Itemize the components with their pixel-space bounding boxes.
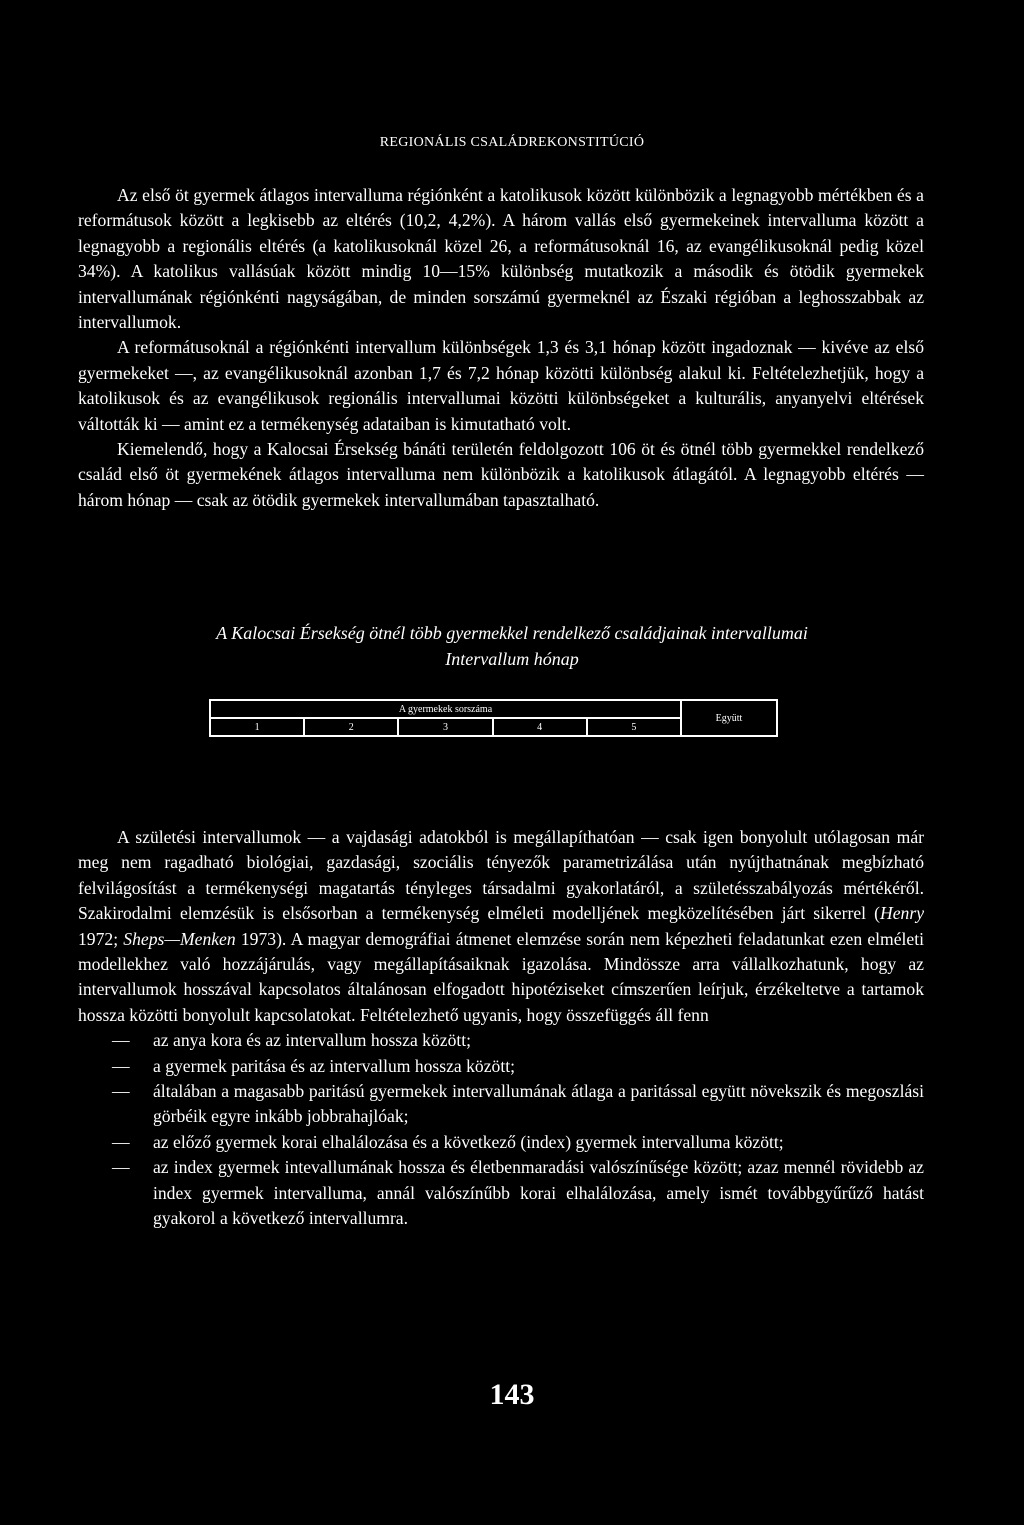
- list-dash: —: [112, 1157, 130, 1178]
- hypothesis-list: [78, 1028, 924, 1231]
- table-col-header: 1: [210, 718, 304, 736]
- paragraph: [78, 825, 924, 1028]
- list-item-text: a gyermek paritása és az intervallum hossza között;: [153, 1055, 516, 1076]
- list-item: [78, 1054, 924, 1079]
- list-dash: —: [112, 1131, 130, 1152]
- citation-year: 1972;: [78, 928, 124, 949]
- list-dash: —: [112, 1055, 130, 1076]
- list-item: [78, 1130, 924, 1155]
- interval-table: [209, 699, 778, 737]
- table-group-header: A gyermekek sorszáma: [210, 700, 681, 718]
- table-caption: A Kalocsai Érsekség ötnél több gyermekkel rendelkező családjainak intervallumai: [216, 623, 808, 643]
- body-text-bottom: [78, 825, 924, 1232]
- paragraph: Az első öt gyermek átlagos intervalluma régiónként a katolikusok között különbözik a legnagyobb mértékben és a reformátusok között a legkisebb az eltérés (10,2, 4,2%). A három vallás első gyermekeinek intervalluma között a legnagyobb a regionális eltérés (a katolikusoknál közel 26, a reformátusoknál 16, az evangélikusoknál pedig közel 34%). A katolikus vallásúak között mindig 10—15% különbség mutatkozik a második és ötödik gyermekek intervallumának régiónkénti nagyságában, de minden sorszámú gyermeknél az Északi régióban a leghosszabbak az intervallumok.: [78, 185, 924, 333]
- table-header-together: Együtt: [681, 700, 777, 736]
- list-item: [78, 1079, 924, 1130]
- paragraph-text: 1973). A magyar demográfiai átmenet elemzése során nem képezheti feladatunkat ezen elméleti modellekhez való hozzájárulás, vagy megállapításaiknak igazolása. Mindössze arra vállalkozhatunk, hogy az intervallumok hosszával kapcsolatos általánosan elfogadott hipotéziseket címszerűen leírjuk, érzékeltetve a tartamok hossza közötti bonyolult kapcsolatokat. Feltételezhető ugyanis, hogy összefüggés áll fenn: [78, 928, 924, 1025]
- list-item-text: általában a magasabb paritású gyermekek intervallumának átlaga a paritással együtt növekszik és megoszlási görbéik egyre inkább jobbrahajlóak;: [153, 1081, 924, 1127]
- list-item-text: az előző gyermek korai elhalálozása és a következő (index) gyermek intervalluma között;: [153, 1131, 784, 1152]
- citation-author: Henry: [880, 903, 924, 924]
- list-dash: —: [112, 1081, 130, 1102]
- table-col-header: 5: [587, 718, 681, 736]
- list-item: [78, 1155, 924, 1231]
- paragraph: Kiemelendő, hogy a Kalocsai Érsekség bánáti területén feldolgozott 106 öt és ötnél több gyermekkel rendelkező család első öt gyermekének átlagos intervalluma nem különbözik a katolikusok átlagától. A legnagyobb eltérés — három hónap — csak az ötödik gyermekek intervallumában tapasztalható.: [78, 439, 924, 510]
- list-item: [78, 1028, 924, 1053]
- citation-author: Sheps—Menken: [123, 928, 236, 949]
- list-item-text: az anya kora és az intervallum hossza között;: [153, 1030, 472, 1051]
- list-item-text: az index gyermek intevallumának hossza és életbenmaradási valószínűsége között; azaz mennél rövidebb az index gyermek intervalluma, annál valószínűbb korai elhalálozása, amely ismét továbbgyűrűző hatást gyakorol a következő intervallumra.: [153, 1157, 924, 1229]
- body-text-top: [78, 183, 924, 513]
- list-dash: —: [112, 1030, 130, 1051]
- table-col-header: 3: [398, 718, 492, 736]
- table-subcaption: Intervallum hónap: [445, 649, 579, 669]
- table-col-header: 4: [493, 718, 587, 736]
- table-col-header: 2: [304, 718, 398, 736]
- paragraph: A reformátusoknál a régiónkénti intervallum különbségek 1,3 és 3,1 hónap között ingadoznak — kivéve az első gyermekeket —, az evangélikusoknál azonban 1,7 és 7,2 hónap közötti különbség alakul ki. Feltételezhetjük, hogy a katolikusok és az evangélikusok regionális intervallumai közötti különbségeket a kulturális, anyanyelvi eltérések váltották ki — amint ez a termékenység adataiban is kimutatható volt.: [78, 337, 924, 434]
- page-number: 143: [489, 1378, 535, 1411]
- paragraph-text: A születési intervallumok — a vajdasági adatokból is megállapíthatóan — csak igen bonyolult utólagosan már meg nem ragadható biológiai, gazdasági, szociális tényezők parametrizálása után nyújthatnának megbízható felvilágosítást a termékenységi magatartás tényleges társadalmi gyakorlatáról, a születésszabályozás mértékéről. Szakirodalmi elemzésük is elsősorban a termékenység elméleti modelljének megközelítésében járt sikerrel (: [78, 827, 924, 924]
- running-header: REGIONÁLIS CSALÁDREKONSTITÚCIÓ: [379, 135, 645, 150]
